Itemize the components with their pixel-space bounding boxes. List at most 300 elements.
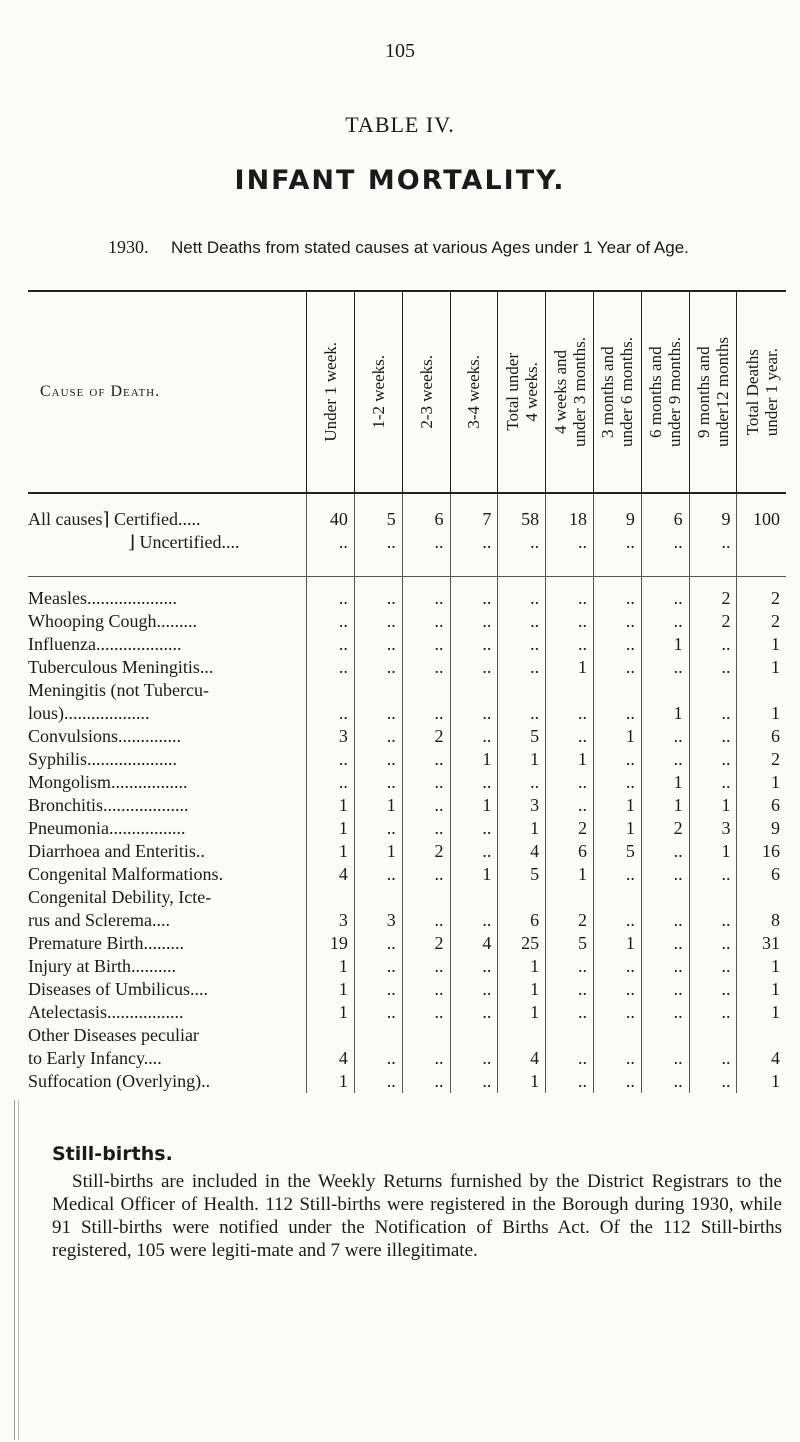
value-cell: 1 — [594, 932, 642, 955]
spacer-row — [28, 577, 786, 588]
value-cell: .. — [689, 531, 737, 554]
value-cell: .. — [641, 531, 689, 554]
value-cell: 1 — [307, 1070, 355, 1093]
value-cell: 6 — [546, 840, 594, 863]
value-cell: 9 — [594, 508, 642, 531]
value-cell: .. — [354, 656, 402, 679]
value-cell: 1 — [641, 771, 689, 794]
value-cell — [402, 1024, 450, 1047]
value-cell: .. — [307, 702, 355, 725]
value-cell — [594, 679, 642, 702]
value-cell: .. — [354, 978, 402, 1001]
value-cell: .. — [402, 794, 450, 817]
cause-cell: Suffocation (Overlying).. — [28, 1071, 211, 1091]
value-cell: 1 — [498, 748, 546, 771]
value-cell: .. — [594, 1070, 642, 1093]
value-cell: .. — [354, 863, 402, 886]
table-row — [28, 1070, 786, 1093]
page-title: INFANT MORTALITY. — [234, 165, 566, 196]
value-cell: 2 — [737, 748, 786, 771]
value-cell: .. — [498, 587, 546, 610]
value-cell — [594, 886, 642, 909]
cause-cell: Bronchitis................... — [28, 795, 189, 815]
value-cell: .. — [546, 1070, 594, 1093]
value-cell — [689, 886, 737, 909]
value-cell — [354, 679, 402, 702]
header-col-8: 6 months and under 9 months. — [641, 291, 689, 493]
value-cell: 25 — [498, 932, 546, 955]
value-cell: 1 — [689, 794, 737, 817]
value-cell: .. — [354, 702, 402, 725]
value-cell: .. — [594, 1001, 642, 1024]
value-cell: .. — [307, 656, 355, 679]
value-cell: 3 — [498, 794, 546, 817]
value-cell: 3 — [354, 909, 402, 932]
table-row — [28, 1001, 786, 1024]
value-cell: .. — [546, 978, 594, 1001]
value-cell: 4 — [307, 1047, 355, 1070]
value-cell: .. — [450, 531, 498, 554]
still-births-heading: Still-births. — [52, 1143, 173, 1165]
value-cell — [546, 1024, 594, 1047]
value-cell: 31 — [737, 932, 786, 955]
value-cell: 1 — [641, 633, 689, 656]
value-cell: .. — [450, 656, 498, 679]
table-row — [28, 863, 786, 886]
value-cell: 16 — [737, 840, 786, 863]
cause-cell: Premature Birth......... — [28, 933, 184, 953]
value-cell: .. — [641, 840, 689, 863]
value-cell: 1 — [737, 633, 786, 656]
table-row — [28, 886, 786, 909]
value-cell: .. — [498, 610, 546, 633]
value-cell: .. — [402, 1001, 450, 1024]
value-cell: .. — [689, 863, 737, 886]
value-cell — [354, 1024, 402, 1047]
value-cell: 1 — [594, 817, 642, 840]
value-cell: .. — [450, 702, 498, 725]
value-cell: .. — [354, 610, 402, 633]
value-cell: .. — [354, 633, 402, 656]
table-row — [28, 1047, 786, 1070]
header-col-1: Under 1 week. — [307, 291, 355, 493]
value-cell: .. — [354, 955, 402, 978]
value-cell: .. — [641, 587, 689, 610]
value-cell — [307, 1024, 355, 1047]
still-births-section — [52, 1170, 782, 1262]
value-cell — [546, 886, 594, 909]
cause-cell: Diarrhoea and Enteritis.. — [28, 841, 205, 861]
value-cell: 4 — [450, 932, 498, 955]
value-cell: 1 — [641, 702, 689, 725]
value-cell: .. — [402, 702, 450, 725]
value-cell: .. — [689, 909, 737, 932]
value-cell: 1 — [737, 1001, 786, 1024]
value-cell: 3 — [689, 817, 737, 840]
value-cell: .. — [450, 633, 498, 656]
value-cell: 7 — [450, 508, 498, 531]
table-label: TABLE IV. — [345, 112, 455, 137]
table-caption — [108, 237, 689, 258]
table-row — [28, 656, 786, 679]
value-cell: .. — [546, 794, 594, 817]
value-cell: .. — [450, 1001, 498, 1024]
value-cell: .. — [689, 725, 737, 748]
value-cell: .. — [594, 955, 642, 978]
value-cell: .. — [689, 955, 737, 978]
value-cell: 2 — [737, 610, 786, 633]
value-cell: 1 — [450, 748, 498, 771]
value-cell: 1 — [307, 955, 355, 978]
table-row — [28, 978, 786, 1001]
value-cell: 6 — [737, 863, 786, 886]
value-cell: 1 — [498, 978, 546, 1001]
table-row — [28, 909, 786, 932]
cause-cell: Diseases of Umbilicus.... — [28, 979, 208, 999]
value-cell: .. — [594, 978, 642, 1001]
brace-icon: ⌉ — [102, 509, 115, 529]
cause-cell: rus and Sclerema.... — [28, 910, 170, 930]
value-cell: .. — [402, 610, 450, 633]
value-cell — [594, 1024, 642, 1047]
cause-cell: Other Diseases peculiar — [28, 1025, 199, 1045]
value-cell: .. — [402, 587, 450, 610]
value-cell: 1 — [354, 840, 402, 863]
value-cell: .. — [498, 656, 546, 679]
value-cell — [737, 1024, 786, 1047]
value-cell: 2 — [402, 840, 450, 863]
table-row — [28, 748, 786, 771]
cause-cell — [28, 508, 307, 531]
value-cell: .. — [307, 748, 355, 771]
value-cell: .. — [546, 587, 594, 610]
value-cell: .. — [594, 633, 642, 656]
value-cell: 1 — [594, 794, 642, 817]
value-cell: 4 — [498, 840, 546, 863]
value-cell: .. — [354, 1070, 402, 1093]
value-cell: 6 — [402, 508, 450, 531]
value-cell: .. — [450, 909, 498, 932]
header-cause: Cause of Death. — [28, 291, 307, 493]
value-cell: 2 — [546, 909, 594, 932]
value-cell — [641, 1024, 689, 1047]
value-cell: .. — [402, 955, 450, 978]
value-cell: .. — [689, 1001, 737, 1024]
value-cell: 6 — [498, 909, 546, 932]
page-number: 105 — [385, 40, 415, 62]
value-cell — [307, 679, 355, 702]
value-cell: .. — [354, 748, 402, 771]
value-cell: .. — [641, 1070, 689, 1093]
cause-cell: Pneumonia................. — [28, 818, 186, 838]
value-cell: .. — [546, 1047, 594, 1070]
table-row — [28, 1024, 786, 1047]
still-births-paragraph: Still-births are included in the Weekly Returns furnished by the District Registrars to the Medical Officer of Health. 112 Still-births were registered in the Borough during 1930, while 91 Still-births were notified under the Notification of Births Act. Of the 112 Still-births registered, 105 were legiti-mate and 7 were illegitimate. — [52, 1171, 782, 1261]
value-cell — [498, 886, 546, 909]
infant-mortality-table — [28, 290, 786, 1093]
value-cell: .. — [498, 771, 546, 794]
value-cell: .. — [307, 771, 355, 794]
table-row — [28, 587, 786, 610]
value-cell: 1 — [307, 978, 355, 1001]
value-cell: .. — [354, 1047, 402, 1070]
value-cell: 1 — [737, 702, 786, 725]
header-col-7: 3 months and under 6 months. — [594, 291, 642, 493]
value-cell: .. — [354, 725, 402, 748]
uncertified-label: Uncertified.... — [139, 532, 240, 552]
value-cell: .. — [450, 610, 498, 633]
value-cell: .. — [641, 932, 689, 955]
cause-cell: Convulsions.............. — [28, 726, 182, 746]
brace-icon: ⌋ — [128, 532, 140, 552]
value-cell: 1 — [737, 955, 786, 978]
value-cell: .. — [641, 978, 689, 1001]
cause-cell: Tuberculous Meningitis... — [28, 657, 214, 677]
value-cell — [546, 679, 594, 702]
value-cell: 1 — [307, 1001, 355, 1024]
value-cell: 1 — [307, 817, 355, 840]
value-cell: .. — [641, 863, 689, 886]
value-cell: 3 — [307, 725, 355, 748]
value-cell: 1 — [737, 1070, 786, 1093]
table-body — [28, 493, 786, 1093]
value-cell: 1 — [546, 748, 594, 771]
value-cell: 4 — [498, 1047, 546, 1070]
value-cell — [737, 886, 786, 909]
value-cell: 2 — [402, 725, 450, 748]
all-causes-uncertified-row — [28, 531, 786, 554]
value-cell: .. — [641, 1047, 689, 1070]
value-cell: .. — [498, 531, 546, 554]
value-cell: .. — [641, 955, 689, 978]
header-col-6: 4 weeks and under 3 months. — [546, 291, 594, 493]
value-cell: .. — [450, 587, 498, 610]
table-row — [28, 679, 786, 702]
value-cell: 5 — [546, 932, 594, 955]
cause-cell: Influenza................... — [28, 634, 182, 654]
value-cell — [402, 886, 450, 909]
value-cell: .. — [689, 633, 737, 656]
table-row — [28, 633, 786, 656]
value-cell: .. — [546, 771, 594, 794]
value-cell: 2 — [641, 817, 689, 840]
table-row — [28, 610, 786, 633]
value-cell: 1 — [546, 863, 594, 886]
value-cell: .. — [689, 702, 737, 725]
value-cell: .. — [307, 610, 355, 633]
value-cell: 1 — [498, 955, 546, 978]
table-row — [28, 840, 786, 863]
header-col-4: 3-4 weeks. — [450, 291, 498, 493]
value-cell: .. — [354, 1001, 402, 1024]
value-cell: .. — [307, 531, 355, 554]
value-cell: .. — [450, 771, 498, 794]
value-cell: 5 — [354, 508, 402, 531]
table-row — [28, 702, 786, 725]
value-cell — [450, 679, 498, 702]
cause-cell — [28, 531, 307, 554]
value-cell: 40 — [307, 508, 355, 531]
value-cell — [498, 1024, 546, 1047]
cause-cell: Congenital Malformations. — [28, 864, 223, 884]
value-cell: .. — [641, 748, 689, 771]
value-cell — [689, 679, 737, 702]
value-cell — [737, 679, 786, 702]
value-cell: .. — [354, 531, 402, 554]
value-cell: .. — [402, 863, 450, 886]
value-cell: 1 — [450, 863, 498, 886]
value-cell: .. — [689, 1070, 737, 1093]
value-cell: .. — [450, 955, 498, 978]
value-cell: 2 — [689, 610, 737, 633]
value-cell: .. — [402, 1070, 450, 1093]
cause-cell: Whooping Cough......... — [28, 611, 197, 631]
value-cell: 5 — [594, 840, 642, 863]
all-causes-certified-row — [28, 508, 786, 531]
value-cell: .. — [641, 909, 689, 932]
value-cell: .. — [594, 909, 642, 932]
value-cell: 18 — [546, 508, 594, 531]
value-cell: .. — [402, 909, 450, 932]
cause-cell: lous)................... — [28, 703, 150, 723]
value-cell: .. — [594, 771, 642, 794]
value-cell — [307, 886, 355, 909]
value-cell: 1 — [450, 794, 498, 817]
header-row — [28, 291, 786, 493]
header-col-9: 9 months and under12 months — [689, 291, 737, 493]
value-cell: .. — [594, 1047, 642, 1070]
value-cell — [498, 679, 546, 702]
value-cell: .. — [450, 840, 498, 863]
all-causes-label: All causes — [28, 509, 103, 529]
table-row — [28, 932, 786, 955]
value-cell: .. — [594, 610, 642, 633]
value-cell: 1 — [546, 656, 594, 679]
value-cell: .. — [641, 725, 689, 748]
value-cell — [354, 886, 402, 909]
cause-cell: to Early Infancy.... — [28, 1048, 162, 1068]
value-cell: .. — [594, 748, 642, 771]
value-cell: .. — [546, 531, 594, 554]
value-cell: 1 — [498, 1070, 546, 1093]
value-cell — [641, 679, 689, 702]
value-cell: 1 — [737, 771, 786, 794]
value-cell: 1 — [307, 840, 355, 863]
value-cell: 6 — [737, 794, 786, 817]
table-row — [28, 771, 786, 794]
value-cell: 9 — [689, 508, 737, 531]
value-cell: 1 — [594, 725, 642, 748]
value-cell: .. — [402, 978, 450, 1001]
value-cell: 100 — [737, 508, 786, 531]
cause-cell: Congenital Debility, Icte- — [28, 887, 212, 907]
value-cell: .. — [594, 656, 642, 679]
value-cell: .. — [450, 978, 498, 1001]
value-cell: .. — [641, 656, 689, 679]
caption-year: 1930. — [108, 237, 149, 257]
value-cell: .. — [546, 702, 594, 725]
value-cell: .. — [402, 633, 450, 656]
value-cell: .. — [307, 633, 355, 656]
cause-cell: Syphilis.................... — [28, 749, 178, 769]
value-cell: .. — [594, 702, 642, 725]
value-cell: .. — [354, 587, 402, 610]
value-cell: 1 — [498, 817, 546, 840]
value-cell: 2 — [737, 587, 786, 610]
value-cell: .. — [689, 771, 737, 794]
value-cell: 1 — [689, 840, 737, 863]
value-cell: 6 — [641, 508, 689, 531]
value-cell: 9 — [737, 817, 786, 840]
value-cell: .. — [402, 817, 450, 840]
value-cell: .. — [354, 817, 402, 840]
value-cell: 1 — [641, 794, 689, 817]
header-col-10: Total Deaths under 1 year. — [737, 291, 786, 493]
table-row — [28, 725, 786, 748]
header-col-5: Total under 4 weeks. — [498, 291, 546, 493]
value-cell: .. — [402, 771, 450, 794]
value-cell: .. — [450, 1047, 498, 1070]
cause-cell: Mongolism................. — [28, 772, 188, 792]
value-cell: 2 — [546, 817, 594, 840]
value-cell: .. — [546, 633, 594, 656]
value-cell: .. — [402, 1047, 450, 1070]
value-cell: 58 — [498, 508, 546, 531]
value-cell: .. — [641, 610, 689, 633]
value-cell: .. — [689, 1047, 737, 1070]
value-cell: .. — [546, 955, 594, 978]
value-cell: .. — [450, 725, 498, 748]
value-cell: .. — [354, 932, 402, 955]
value-cell: 2 — [402, 932, 450, 955]
value-cell: .. — [689, 978, 737, 1001]
page-edge — [14, 1100, 19, 1440]
value-cell: .. — [594, 531, 642, 554]
value-cell — [450, 1024, 498, 1047]
table-row — [28, 817, 786, 840]
value-cell: 1 — [307, 794, 355, 817]
cause-cell: Meningitis (not Tubercu- — [28, 680, 210, 700]
value-cell: 5 — [498, 863, 546, 886]
value-cell: .. — [689, 748, 737, 771]
value-cell: 1 — [354, 794, 402, 817]
value-cell: 8 — [737, 909, 786, 932]
value-cell: 2 — [689, 587, 737, 610]
value-cell — [689, 1024, 737, 1047]
certified-label: Certified..... — [114, 509, 201, 529]
value-cell: 3 — [307, 909, 355, 932]
cause-cell: Atelectasis................. — [28, 1002, 184, 1022]
value-cell: .. — [450, 1070, 498, 1093]
value-cell: 4 — [737, 1047, 786, 1070]
value-cell: .. — [402, 531, 450, 554]
value-cell — [737, 531, 786, 554]
value-cell: .. — [641, 1001, 689, 1024]
value-cell: .. — [546, 1001, 594, 1024]
value-cell: .. — [689, 932, 737, 955]
value-cell: .. — [498, 702, 546, 725]
value-cell: .. — [689, 656, 737, 679]
value-cell: .. — [498, 633, 546, 656]
value-cell: 6 — [737, 725, 786, 748]
cause-cell: Injury at Birth.......... — [28, 956, 176, 976]
value-cell: .. — [402, 748, 450, 771]
value-cell: .. — [546, 610, 594, 633]
value-cell — [450, 886, 498, 909]
table-row — [28, 955, 786, 978]
value-cell: 1 — [498, 1001, 546, 1024]
value-cell: 4 — [307, 863, 355, 886]
